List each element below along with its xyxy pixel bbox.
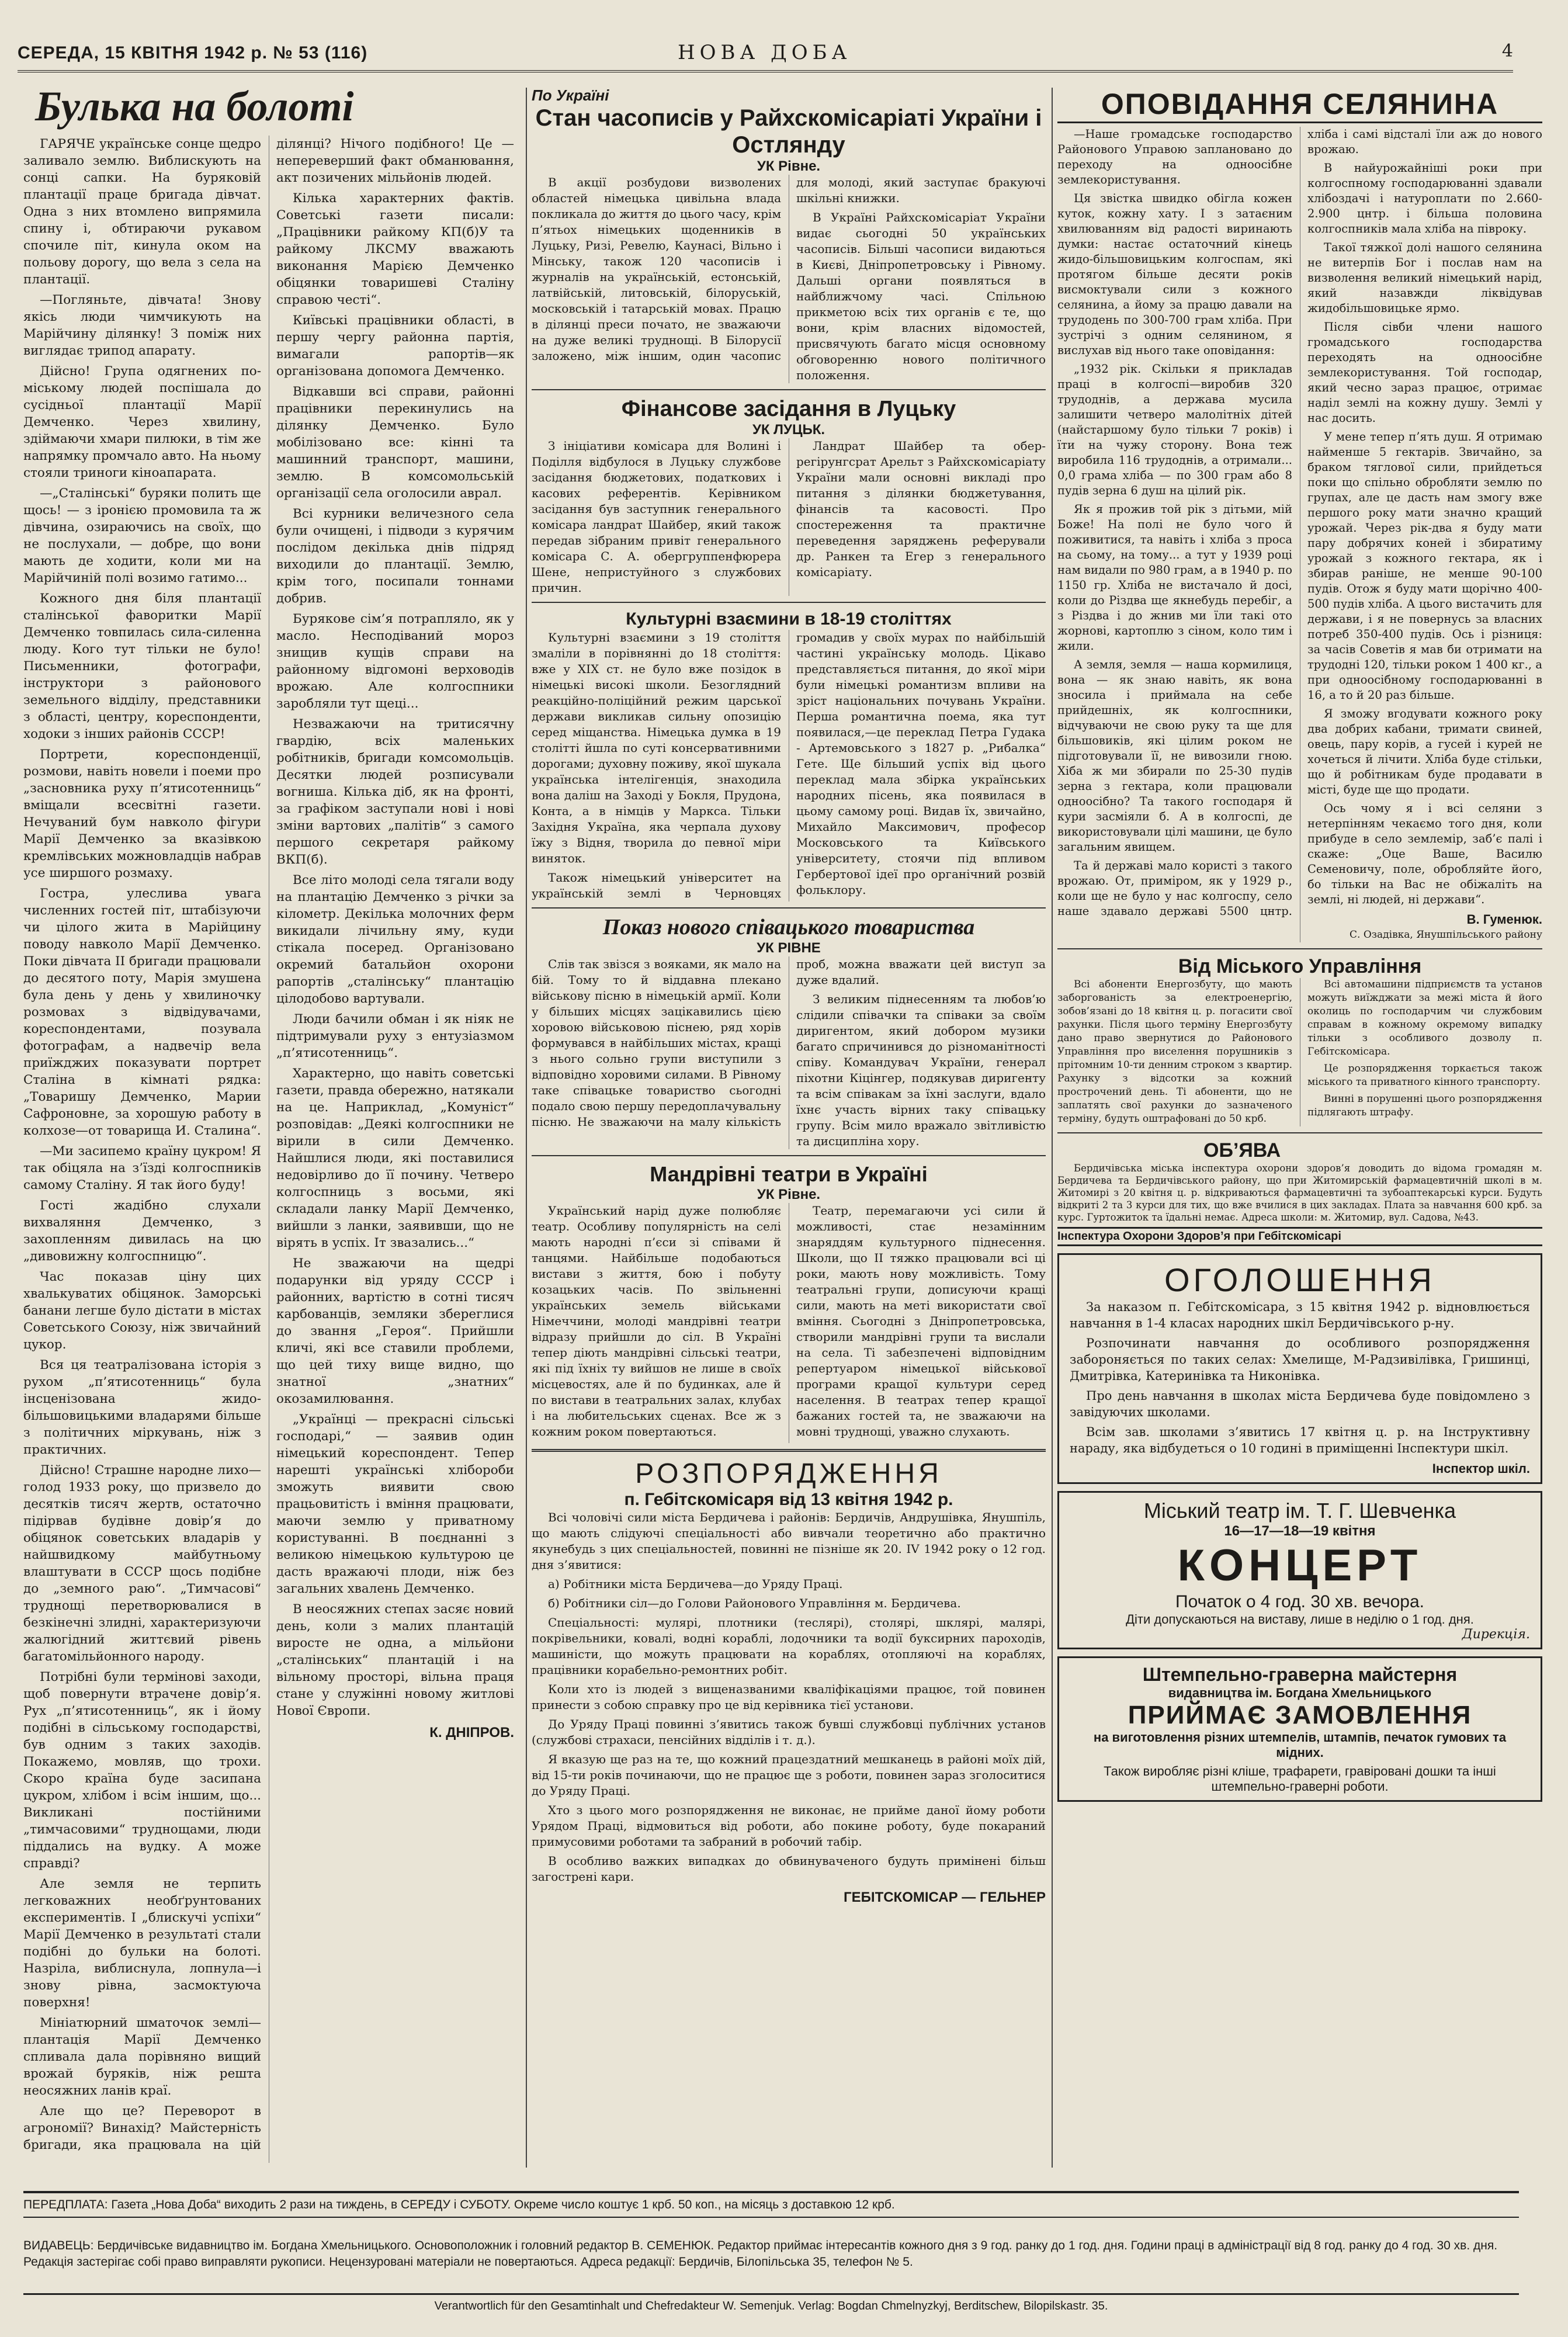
- paragraph: Портрети, кореспонденції, розмови, навіть новели і поеми про „засновника руху п’ятисотенниць“ вміщали всесвітні газети. Нечуваний бум навколо фігури Марії Демченко за вказівкою кремлівських можновладців набрав усе ширшого розмаху.: [23, 747, 261, 880]
- divider: [532, 389, 1046, 390]
- paragraph: Як я прожив той рік з дітьми, мій Боже! На полі не було чого й поживитися, та навіть і хліба з проса на сьому, на тому... а тут у 1939 році нам видали по 980 грам, а в 1940 р. по 1150 гр. Хліба не вистачало й досі, коли до Різдва ще якнебудь перебіг, а з Різдва і до жнив ми їли такі ото жорнові, картоплю з сіном, коло тим і жили.: [1057, 502, 1292, 653]
- paragraph: Я зможу вгодувати кожного року два добрих кабани, тримати свиней, овець, пару корів, а гусей і курей не хочеться й лічити. Хліба буде стільки, що й робітникам буде продавати в місті, буде ще що продати.: [1307, 707, 1542, 796]
- announcement-signature: Інспектор шкіл.: [1432, 1461, 1530, 1476]
- paragraph: Такої тяжкої долі нашого селянина не витерпів Бог і послав нам на визволення великий німецький нарід, який назавжди ліквідував жидобільшовицьке ярмо.: [1307, 241, 1542, 315]
- divider: [1057, 948, 1542, 949]
- article-title: Фінансове засідання в Луцьку: [621, 397, 956, 421]
- paragraph: Всі автомашини підприємств та установ можуть виїжджати за межі міста й його околиць по господарчим чи службовим справам в кожному окремому випадку тільки з особливого дозволу п. Гебітскомісара.: [1307, 979, 1542, 1057]
- concert-signature: Дирекція.: [1462, 1627, 1530, 1642]
- paragraph: Характерно, що навіть советські газети, правда обережно, натякали на це. Наприклад, „Комуніст“ розповідав: „Деякі колгоспники не вірили в сили Демченко. Найшлися люди, які поставилися недовірливо до її почину. Четверо колгоспниць з восьми, які складали ланку Марії Демченко, вийшли з ланки, заявивши, що не вірять в успіх. Іт звазались...“: [276, 1066, 514, 1250]
- paragraph: Винні в порушенні цього розпорядження підлягають штрафу.: [1307, 1093, 1542, 1118]
- paragraph: Дійсно! Страшне народне лихо—голод 1933 року, що призвело до десятків тисяч жертв, остаточно підірвав будівне довір’я до обіцянок советських владарів у найшвидкому майбутньому влаштувати в СССР щось подібне до „земного раю“. „Тимчасові“ труднощі перетворювалися в безкінечні злидні, характеризуючи жалюгідний життєвий рівень багатомільйонного народу.: [23, 1463, 261, 1664]
- paragraph: Коли хто із людей з вищеназваними кваліфікаціями працює, той повинен принести з собою справку про це від керівника тієї установи.: [532, 1682, 1046, 1712]
- paragraph: З ініціативи комісара для Волині і Поділля відбулося в Луцьку службове засідання бюджетових, податкових і касових референтів. Керівником засідання був заступник генерального комісара ландрат Шайбер, який також передав зібраним привіт генерального комісара С. А. обергруппенфюрера Шене, непристуйного з службових причин.: [532, 439, 781, 595]
- announcement-body: [1070, 1299, 1530, 1457]
- paragraph: З великим піднесенням та любов’ю слідили співачки та співаки за своїм диригентом, який добором музики багато спричинився до різноманітності співу. Командувач України, генерал піхотни Кіцінгер, подякував диригенту та всім співакам за їхні заслуги, вдало їхнє участь вірних таку співацьку групу. Всім мило вражало звітливістю та дисципліна хору.: [796, 992, 1046, 1148]
- paragraph: Слів так звізся з вояками, як мало на бій. Тому то й віддавна плекано військову пісню в німецькій армії. Коли у більших місцях зацікавились цією хоровою військовою піснею, ряд хорів формувався в найбільших містах, кращі з нього сольно групи виступили з відповідно хоровими силами. В Рівному таке співацьке товариство сьогодні подало свою першу передоплачувальну пісню. Не зважаючи на малу кількість проб, можна вважати цей виступ за дуже вдалий.: [532, 957, 1046, 1129]
- divider: [532, 1155, 1046, 1156]
- paragraph: Також німецький університет на українській землі в Черновцях громадив у своїх мурах по найбільшій частині українську молодь. Цікаво представляється питання, до якої міри були німецькі романтизм впливи на зріст національних почувань України. Перша романтична поема, яка тут появилася,—це переклад Петра Гудака - Артемовського з 1827 р. „Рибалка“ Гете. Ще більший успіх від цього переклад мала збірка українських народних пісень, яка появилася в цьому самому році. Видав їх, звичайно, Михайло Максимович, професор Московського та Київського університету, стоячи під впливом Гербертової ідеї про органічний розвій фольклору.: [532, 630, 1046, 900]
- paragraph: Гості жадібно слухали вихваляння Демченко, з захопленням дивилась на цю „дивовижну колгоспницю“.: [23, 1198, 261, 1264]
- paragraph: Кілька характерних фактів. Советські газети писали: „Працівники райкому КП(б)У та райкому ЛКСМУ вважають виконання Марією Демченко обіцянки товаришеві Сталіну справою честі“.: [276, 191, 514, 307]
- paragraph: Всі чоловічі сили міста Бердичева і районів: Бердичів, Андрушівка, Янушпіль, що мають слідуючі спеціальності або вивчали теоретично або практично якунебудь з цих спеціальностей, повинні не пізніше як 20. IV 1942 року о 12 год. дня з’явитися:: [532, 1510, 1046, 1572]
- stamp-shop-box: [1057, 1656, 1542, 1802]
- paragraph: Бурякове сім’я потрапляло, як у масло. Несподіваний мороз знищив кущів справи на районному відгомоні верховодів врожаю. Але колгоспники заробляли тут щеці...: [276, 612, 514, 711]
- publisher-text: ВИДАВЕЦЬ: Бердичівське видавництво ім. Богдана Хмельницького. Основоположник і головний редактор В. СЕМЕНЮК. Редактор приймає інтересантів кожного дня з 9 год. ранку до 1 год. дня. Години праці в адміністрації від 8 год. ранку до 4 год. 30 хв. дня. Редакція застерігає собі право виправляти рукописи. Нецензуровані матеріали не повертаються. Адреса редакції: Бердичів, Білопільська 35, телефон № 5.: [23, 2239, 1498, 2269]
- decree-subheading: п. Гебітскомісаря від 13 квітня 1942 р.: [624, 1490, 953, 1509]
- stamp-shop-extra: Також виробляє різні кліше, трафарети, гравіровані дошки та інші штемпельно-граверні роботи.: [1104, 1763, 1496, 1794]
- paragraph: Це розпорядження торкається також міського та приватного кінного транспорту.: [1307, 1063, 1542, 1088]
- paragraph: Український нарід дуже полюбляє театр. Особливу популярність на селі мають народні п’єси зі співами й танцями. Найбільше подобаються вистави з життя, бою і побуту козацьких часів. По звільненні українських земель військами Німеччини, молоді мандрівні театри відразу прийшли до сіл. В Україні тепер діють мандрівні сільські театри, які під їхніх ту вийшов не лише в своїх місцевостях, але й по будинках, але й по вистави в театральних залах, клубах і на любительських сценах. Все ж з кожним роком повертаються.: [532, 1204, 781, 1438]
- paragraph: В Україні Райхскомісаріат України видає сьогодні 50 українських часописів. Більші часописи видаються в Києві, Дніпропетровську і Рівному. Дальші органи появляться в найближчому часі. Спільною прикметою всіх тих органів є те, що вони, крім власних відомостей, присвячують багато місця основному обговоренню нового політичного положення.: [796, 210, 1046, 382]
- paragraph: У мене тепер п’ять душ. Я отримаю найменше 5 гектарів. Звичайно, за браком тяглової сили, прийдеться поки що спільно обробляти землю по групах, але це дасть нам змогу вже першого року мати значно кращий урожай. Через рік-два я буду мати пару добрячих коней і збиратиму урожай з кожного гектара, як і збирав раніше, не менше 90-100 пудів. Отож я буду мати щорічно 400-500 пудів хліба. А цього вистачить для держави, і я не повернусь за власних потреб 350-400 пудів. Ось і різниця: за часів Советів я мав би отримати на трудодні 120, тільки роком 1 400 кг., а при одноосібному господарюванні в 16, а то й 20 раз більше.: [1307, 430, 1542, 702]
- paragraph: Час показав ціну цих хвалькуватих обіцянок. Заморські банани легше було дістати в містах Советського Союзу, ніж звичайний цукор.: [23, 1270, 261, 1352]
- paragraph: Культурні взаємини з 19 століття змаліли в порівнянні до 18 століття: вже у XIX ст. не було вже позідок в німецькі високі школи. Безоглядний реакційно-поліційний режим царської держави викликав сильну опозицію серед міщанства. Німецька думка в 19 столітті йшла по суті консервативними дорогами; духовну поживу, якої шукала українська інтелігенція, знаходила вона даліш на Заході у Бокля, Прудона, Конта, а в німців у Маркса. Тільки Західня Україна, яка черпала духову їжу з Відня, творила до певної міри виняток.: [532, 630, 781, 865]
- paragraph: Але що це? Переворот в агрономії? Винахід? Майстерність бригади, яка працювала на цій ділянці? Нічого подібного! Це — непереверший факт обманювання, акт позичених мільйонів людей.: [23, 137, 514, 2152]
- paragraph: Вся ця театралізована історія з рухом „п’ятисотенниць“ була інсценізована жидо-більшовицькими владарями більше з політичних міркувань, ніж з практичних.: [23, 1358, 261, 1457]
- notice-title: ОБ’ЯВА: [1203, 1139, 1281, 1161]
- paragraph: Всі курники величезного села були очищені, і підводи з курячим послідом декілька днів підряд виходили до плантації. Землю, крім того, посипали тоннами добрив.: [276, 507, 514, 606]
- stamp-shop-title: ПРИЙМАЄ ЗАМОВЛЕННЯ: [1128, 1700, 1472, 1729]
- paragraph: б) Робітники сіл—до Голови Районового Управління м. Бердичева.: [548, 1596, 961, 1610]
- paragraph: —Ми засипемо країну цукром! Я так обіцяла на з’їзді колгоспників самому Сталіну. Я так його буду!: [23, 1144, 261, 1192]
- paragraph: Незважаючи на тритисячну гвардію, всіх маленьких робітників, бригади комсомольців. Десятки людей розписували вогниша. Кілька діб, як на фронті, за графіком заступали нові і нові зміни вартових „палітів“ з самого першого секретаря райкому ВКП(б).: [276, 717, 514, 867]
- column-right: [1057, 86, 1542, 1802]
- paragraph: В особливо важких випадках до обвинуваченого будуть примінені більш загострені кари.: [532, 1854, 1046, 1884]
- page-number: 4: [1501, 41, 1513, 61]
- issue-date: СЕРЕДА, 15 КВІТНЯ 1942 р. № 53 (116): [18, 43, 368, 63]
- paragraph: Бердичівська міська інспектура охорони здоров’я доводить до відома громадян м. Бердичева та Бердичівського району, що при Житомирській фармацевтичній школі в м. Житомирі з 20 квітня ц. р. відкриваються фармацевтичні та зубоаптекарські курси. Будуть відкриті 2 та 3 курси для тих, що вже вчилися в цих закладах. Плата за навчання 600 крб. за курс. Гуртожиток та їдальні немає. Адреса школи: м. Житомир, вул. Садова, №43.: [1057, 1162, 1542, 1223]
- paragraph: В неосяжних степах засяє новий день, коли з малих плантацій виросте не одна, а мільйони „сталінських“ плантацій і на вільному просторі, вільна праця стане у служінні новому житлові Нової Європи.: [276, 1602, 514, 1718]
- paragraph: Театр, перемагаючи усі сили й можливості, стає незамінним знаряддям культурного піднесення. Школи, що ІІ тяжко працювали всі ці роки, мають нову можливість. Тому театральні групи, дописуючи кращі сили, мають на меті використати свої вміння. Сьогодні з Дніпропетровська, створили мандрівні групи та вислали на села. Ті забезпечені відповідним репертуаром німецької військової програми кращої культури серед населення. В театрах тепер кращої бажаних гостей та, не зважаючи на мовні труднощі, уважно слухають.: [796, 1204, 1046, 1438]
- concert-theatre: Міський театр ім. Т. Г. Шевченка: [1143, 1498, 1456, 1523]
- signature-place: С. Озадівка, Янушпільського району: [1350, 929, 1542, 941]
- article-body: [532, 175, 1046, 383]
- divider: [532, 1449, 1046, 1452]
- notice-signature: Інспектура Охорони Здоров’я при Гебітскомісарі: [1057, 1227, 1542, 1246]
- city-admin-title: Від Міського Управління: [1178, 955, 1422, 977]
- paragraph: Дійсно! Група одягнених по-міському людей поспішала до сусідньої плантації Марії Демченко. Через хвилину, здіймаючи хмари пилюки, в тім же напрямку промчало авто. На ньому стояли триноги кіноапарата.: [23, 364, 261, 480]
- paragraph: Мініатюрний шматочок землі—плантація Марії Демченко спливала дала порівняно вищий врожай буряків, ніж решта неосяжних ланів краї.: [23, 2016, 261, 2098]
- paragraph: Про день навчання в школах міста Бердичева буде повідомлено з завідуючих школами.: [1070, 1388, 1530, 1419]
- masthead: [18, 35, 1513, 72]
- dateline: УК ЛУЦЬК.: [752, 422, 825, 438]
- city-admin-body: [1057, 978, 1542, 1126]
- column-divider: [526, 88, 527, 2168]
- concert-children: Діти допускаються на виставу, лише в неділю о 1 год. дня.: [1126, 1611, 1474, 1627]
- column-left: [23, 82, 514, 2163]
- concert-title: КОНЦЕРТ: [1177, 1540, 1423, 1590]
- article-body: [532, 956, 1046, 1149]
- article-title: Мандрівні театри в Україні: [650, 1162, 928, 1186]
- dateline: УК Рівне.: [757, 1187, 821, 1202]
- article-body: [532, 630, 1046, 901]
- paragraph: „1932 рік. Скільки я прикладав праці в колгоспі—виробив 320 трудоднів, а держава мусила залишити четверо малолітніх дітей (найстаршому було тільки 7 років) і їти на чужу сторону. Вона теж виробила 116 трудоднів, а отримали... 0,0 грама хліба — по 300 грам або 8 пудів зерна 6 душ на цілий рік.: [1057, 362, 1292, 497]
- paragraph: Але земля не терпить легковажних необґрунтованих експериментів. І „блискучі успіхи“ Марії Демченко в результаті стали подібні до бульки на болоті. Назріла, виблиснула, лопнула—і знову рівна, засмоктуюча поверхня!: [23, 1877, 261, 2010]
- article-signature: В. Гуменюк.: [1466, 912, 1542, 927]
- imprint: [23, 2293, 1519, 2313]
- dateline: УК Рівне.: [757, 158, 821, 174]
- article-body: [532, 1203, 1046, 1443]
- paragraph: До Уряду Праці повинні з’явитись також бувші службовці публічних установ (службові страхаси, пенсійних відділів і т. д.).: [532, 1717, 1046, 1747]
- divider: [532, 602, 1046, 603]
- stamp-shop-name: Штемпельно-граверна майстерня: [1142, 1663, 1458, 1685]
- subscription-info: [23, 2191, 1519, 2218]
- newspaper-page: [18, 18, 1542, 2319]
- article-body: [1057, 127, 1542, 942]
- paragraph: ГАРЯЧЕ українське сонце щедро заливало землю. Виблискують на сонці сапки. На буряковій плантації праце бригада дівчат. Одна з них втомлено випрямила спину і, обтираючи рукавом спочиле піт, кинула оком на польову дорогу, що вела з села на плантації.: [23, 137, 261, 287]
- paragraph: Все літо молоді села тягали воду на плантацію Демченко з річки за кілометр. Декілька молочних ферм викидали лічильну яму, куди стікала посеред. Організовано окремий батальйон охорони рапортів „сталінську“ плантацію цілодобово вартували.: [276, 873, 514, 1006]
- paragraph: Люди бачили обман і як ніяк не підтримували руху з ентузіазмом „п’ятисотенниць“.: [276, 1012, 514, 1060]
- paragraph: Київські працівники області, в першу чергу районна партія, вимагали рапортів—як організована допомога Демченко.: [276, 313, 514, 379]
- paragraph: Кожного дня біля плантації сталінської фаворитки Марії Демченко товпилась сила-силенна люду. Кого тут тільки не було! Письменники, фотографи, інструктори з районового земельного відділу, представники з області, центру, кореспонденти, ходоки з інших районів СССР!: [23, 591, 261, 741]
- paragraph: За наказом п. Гебітскомісара, з 15 квітня 1942 р. відновлюється навчання в 1-4 класах народних шкіл Бердичівського р-ну.: [1070, 1299, 1530, 1330]
- paragraph: Спеціальності: мулярі, плотники (теслярі), столярі, шклярі, малярі, покрівельники, ковалі, водні кораблі, лодочники та водії буксирних пароходів, машиністи, що можуть працювати на кораблях, отопляючі на кораблях, працівники корабельно-ремонтних робіт.: [532, 1615, 1046, 1677]
- paragraph: Ця звістка швидко обігла кожен куток, кожну хату. І з затаєним хвилюванням від радості виринають думки: настає остаточний кінець жидо-більшовицьким колгоспам, які протягом більше десяти років висмоктували сили з кожного селянина, а йому за працю давали на трудодень по 300-700 грам хліба. При зустрічі з одним селянином, я вислухав від нього таке оповідання:: [1057, 192, 1292, 357]
- paragraph: В акції розбудови визволених областей німецька цивільна влада покликала до життя до цього часу, крім п’ятьох німецьких щоденників в Луцьку, Ризі, Ревелю, Каунасі, Вільно і Мінську, також 120 часописів і журналів на українській, естонській, латвійській, литовській, білоруській, московській і татарській мовах. Працю в ділянці преси почато, не зважаючи на дуже великі труднощі. В Білорусії заложено, між іншим, один часопис для молоді, який заступає бракуючі шкільні книжки.: [532, 175, 1046, 363]
- paragraph: Всі абоненти Енергозбуту, що мають заборгованість за електроенергію, зобов’язані до 18 квітня ц. р. погасити свої рахунки. Після цього терміну Енергозбуту дано право звернутися до Районового Управління про виселення порушників з прітомним 10-ти денним строком з квартир. Рахунку з відсотки за кожний прострочений день. Ті абоненти, що не заплатять свої рахунки до зазначеного терміну, будуть оштрафовані до 50 крб.: [1057, 979, 1292, 1125]
- paragraph: Ось чому я і всі селяни з нетерпінням чекаємо того дня, коли прибуде в село землемір, заб’є палі і скаже: „Оце Ваше, Василю Семеновичу, поле, обробляйте його, бо тільки на Вас не обіжаліть на землі, ні людей, ні держави“.: [1307, 802, 1542, 906]
- article-body: [23, 136, 514, 2163]
- paragraph: А земля, земля — наша кормилиця, вона — як знаю навіть, як вона зносила і приймала на себе прийдешніх, як колгоспники, відчуваючи не свою руку та ще для більшовиків, які цілим роком не підготовували її, не вивозили гною. Хіба ж ми збирали по 25-30 пудів зерна з гектара, коли працювали одноосібно? Та такого господаря й кури засміяли б. А в колгоспі, де використовували цілі машини, це було загальним явищем.: [1057, 658, 1292, 854]
- article-headline: Булька на болоті: [35, 83, 354, 130]
- publisher-info: [23, 2238, 1519, 2270]
- article-title: Культурні взаємини в 18-19 століттях: [626, 609, 952, 629]
- article-title: Стан часописів у Райхскомісаріаті України і Остлянду: [535, 105, 1042, 158]
- paragraph: —Наше громадське господарство Районового Управою заплановано до переходу на одноосібне землекористування.: [1057, 127, 1292, 186]
- paragraph: Відкавши всі справи, районні працівники перекинулись на ділянку Демченко. Було мобілізовано все: кінні та машинний транспорт, машини, землю. В комсомольській організації села оголосили аврал.: [276, 384, 514, 501]
- concert-dates: 16—17—18—19 квітня: [1224, 1523, 1376, 1539]
- paragraph: —Погляньте, дівчата! Знову якісь люди чимчикують на Марійчину ділянку! З поміж них виглядає трипод апарату.: [23, 293, 261, 358]
- article-signature: К. ДНІПРОВ.: [429, 1725, 514, 1740]
- article-body: [532, 438, 1046, 596]
- paragraph: а) Робітники міста Бердичева—до Уряду Праці.: [548, 1577, 843, 1591]
- divider: [532, 907, 1046, 909]
- paragraph: Потрібні були термінові заходи, щоб повернути втрачене довір’я. Рух „п’ятисотенниць“, як і йому подібні в сільському господарстві, був одним з таких заходів. Покажемо, мовляв, що трохи. Скоро країна буде засипана цукром, хлібом і всім іншим, що... Викликані постійними „тимчасовими“ труднощами, люди піддались на вудку. А може справді?: [23, 1670, 261, 1871]
- paragraph: Не зважаючи на щедрі подарунки від уряду СССР і районних, вартістю в сотні тисяч карбованців, земляки збереглися до звання „Героя“. Прийшли кличі, які все ставили проблеми, що цей тиху вище видно, що знатної „знатних“ окозамилювання.: [276, 1256, 514, 1406]
- paragraph: Гостра, улеслива увага численних гостей піт, штабізуючи чи цілого жита в Марійцину поводу навколо Марії Демченко. Поки дівчата ІІ бригади працювали до десятого поту, Марія змушена була день у день у хвилиночку розмовах з відвідувачами, кореспондентами, позувала фотографам, а надвечір вела приїжджих показувати портрет Сталіна в кімнаті рядка: „Товаришу Демченко, Марии Сафроновне, за хорошую работу в колхозе—от товарища И. Сталина“.: [23, 886, 261, 1138]
- stamp-shop-publisher: видавництва ім. Богдана Хмельницького: [1168, 1685, 1432, 1700]
- article-headline: ОПОВІДАННЯ СЕЛЯНИНА: [1057, 86, 1542, 123]
- concert-box: [1057, 1491, 1542, 1649]
- announcement-box: [1057, 1253, 1542, 1484]
- article-title: Показ нового співацького товариства: [602, 915, 975, 939]
- section-label: По Україні: [532, 86, 609, 104]
- paragraph: Всім зав. школами з’явитись 17 квітня ц. р. на Інструктивну нараду, яка відбудеться о 10 годині в приміщенні Інспектури шкіл.: [1070, 1424, 1530, 1455]
- announcement-title: ОГОЛОШЕННЯ: [1164, 1261, 1435, 1298]
- decree-signature: ГЕБІТСКОМІСАР — ГЕЛЬНЕР: [844, 1889, 1046, 1905]
- paragraph: Ландрат Шайбер та обер-регірунгсрат Арельт з Райхскомісаріату України мали основні викладі про питання з ділянки бюджетування, фінансів та касовості. Про спостереження та практичне переведення заряджень реферували др. Ранкен та Егер з генерального комісаріату.: [796, 439, 1046, 579]
- paragraph: В найурожайніші роки при колгоспному господарюванні здавали хлібоздачі і натуроплати по 2.660-2.900 цнтр. і більша половина колгоспників мала хліба на півроку.: [1307, 161, 1542, 235]
- paragraph: Після сівби члени нашого громадського господарства переходять на одноосібне землекористування. Той господар, який чесно зараз працює, отримає наділ землі на кожну душу. Землі у нас досить.: [1307, 320, 1542, 425]
- stamp-shop-services: на виготовлення різних штемпелів, штампів, печаток гумових та мідних.: [1093, 1729, 1507, 1760]
- concert-start: Початок о 4 год. 30 хв. вечора.: [1175, 1591, 1424, 1611]
- paragraph: Та й державі мало користі з такого врожаю. От, приміром, як у 1929 р., коли ще не було у нас колгоспу, село наше здавало державі 5500 цнтр. хліба і самі відсталі їли аж до нового врожаю.: [1057, 127, 1542, 918]
- dateline: УК РІВНЕ: [757, 940, 821, 956]
- paragraph: Я вказую ще раз на те, що кожний працездатний мешканець в районі моїх дій, від 15-ти років починаючи, що не працює ще з роботи, повинен зараз зголоситися до Уряду Праці.: [532, 1752, 1046, 1798]
- notice-body: [1057, 1162, 1542, 1223]
- imprint-text: Verantwortlich für den Gesamtinhalt und Chefredakteur W. Semenjuk. Verlag: Bogdan Chmelnyzkyj, Berditschew, Bilopilskastr. 35.: [434, 2300, 1108, 2312]
- subscription-text: ПЕРЕДПЛАТА: Газета „Нова Доба“ виходить 2 рази на тиждень, в СЕРЕДУ і СУБОТУ. Окреме число коштує 1 крб. 50 коп., на місяць з доставкою 12 крб.: [23, 2198, 895, 2211]
- paper-name: НОВА ДОБА: [678, 41, 852, 64]
- column-middle: [532, 86, 1046, 1906]
- decree-body: [532, 1510, 1046, 1885]
- divider: [1057, 1132, 1542, 1133]
- column-divider: [1052, 88, 1053, 2168]
- paragraph: —„Сталінські“ буряки полить ще щось! — з іронією промовила та ж дівчина, озираючись на своїх, що не послухали, — добре, що вони мають де ходити, коли ми на Марійчиній полі возимо гатимо...: [23, 486, 261, 585]
- paragraph: Розпочинати навчання до особливого розпорядження забороняється по таких селах: Хмелище, М-Радзивілівка, Гришинці, Дмитрівка, Катеринівка та Никонівка.: [1070, 1336, 1530, 1383]
- paragraph: Хто з цього мого розпорядження не виконає, не прийме даної йому роботи Урядом Праці, відмовиться від роботи, або покине роботу, буде покараний примусовими роботами та забраний в робочий табір.: [532, 1803, 1046, 1849]
- paragraph: „Українці — прекрасні сільські господарі,“ — заявив один німецький кореспондент. Тепер нарешті українські хлібороби зможуть виявити свою працьовитість і вміння працювати, маючи землю у приватному користуванні. В поєднанні з великою німецькою культурою це дасть вражаючі плоди, ніж без загальних хвалень Демченко.: [276, 1412, 514, 1596]
- decree-heading: РОЗПОРЯДЖЕННЯ: [635, 1458, 942, 1489]
